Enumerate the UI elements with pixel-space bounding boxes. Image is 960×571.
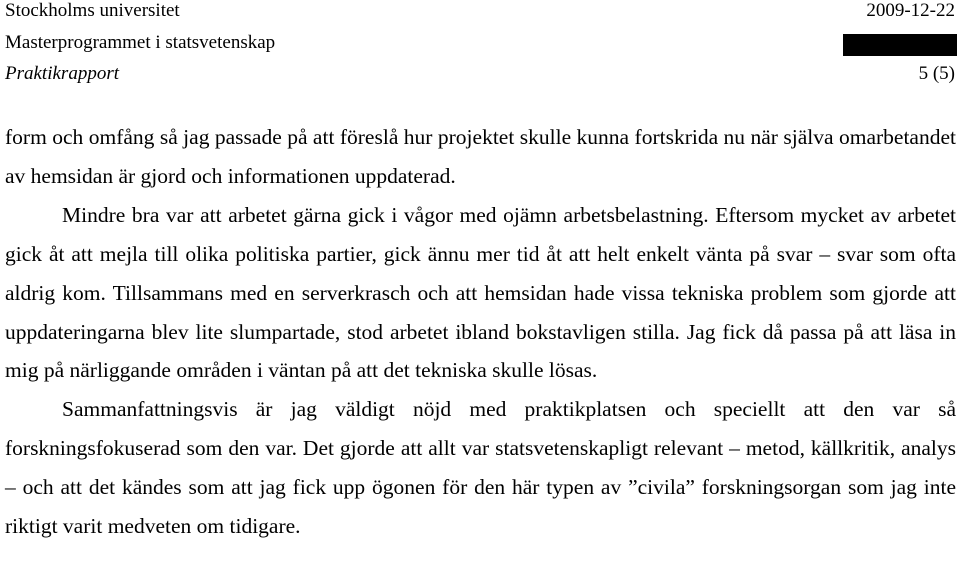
university-name: Stockholms universitet xyxy=(5,0,180,21)
page-number: 5 (5) xyxy=(918,63,955,84)
body-text xyxy=(5,118,956,546)
paragraph-3: Sammanfattningsvis är jag väldigt nöjd med praktikplatsen och speciellt att den var så forskningsfokuserad som den var. Det gjorde att allt var statsvetenskapligt relevant – metod, källkritik, analys – och att det kändes som att jag fick upp ögonen för den här typen av ”civila” forskningsorgan som jag inte riktigt varit medveten om tidigare. xyxy=(5,397,956,539)
report-date: 2009-12-22 xyxy=(866,0,955,21)
program-name: Masterprogrammet i statsvetenskap xyxy=(5,32,276,53)
paragraph-1: form och omfång så jag passade på att föreslå hur projektet skulle kunna fortskrida nu när själva omarbetandet av hemsidan är gjord och informationen uppdaterad. xyxy=(5,125,956,188)
redaction-block xyxy=(843,34,957,56)
header-row-3 xyxy=(5,61,955,87)
paragraph-2: Mindre bra var att arbetet gärna gick i vågor med ojämn arbetsbelastning. Eftersom mycket av arbetet gick åt att mejla till olika politiska partier, gick ännu mer tid åt att helt enkelt vänta på svar – svar som ofta aldrig kom. Tillsammans med en serverkrasch och att hemsidan hade vissa tekniska problem som gjorde att uppdateringarna blev lite slumpartade, stod arbetet ibland bokstavligen stilla. Jag fick då passa på att läsa in mig på närliggande områden i väntan på att det tekniska skulle lösas. xyxy=(5,202,956,383)
header-row-2 xyxy=(5,30,955,56)
header-row-1 xyxy=(5,0,955,24)
document-title: Praktikrapport xyxy=(5,63,119,84)
